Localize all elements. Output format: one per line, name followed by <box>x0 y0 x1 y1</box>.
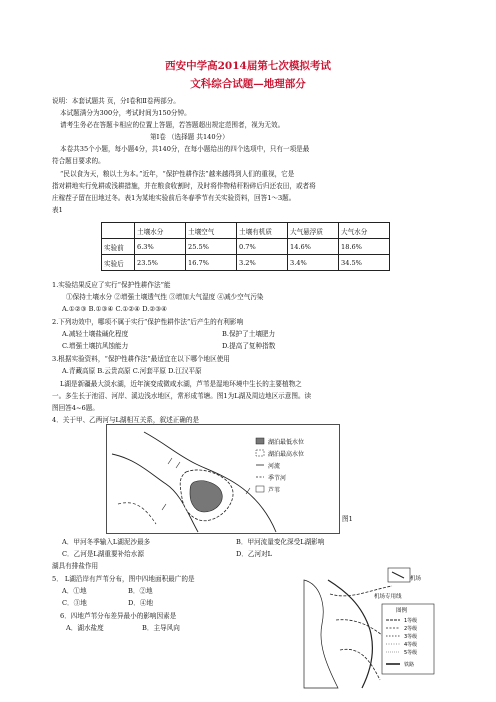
passage2-line-1: L湖是新疆最大淡水湖，近年演变成微咸水湖，芦苇是湿地环境中生长的主要植物之 <box>60 380 302 388</box>
q3-stem: 3.根据实验资料，“保护性耕作法”最适宜在以下哪个地区使用 <box>52 355 230 363</box>
table-cell: 0.7% <box>237 239 288 255</box>
airport-line-label: 机场专用线 <box>374 594 402 600</box>
legend-title: 图例 <box>396 608 408 614</box>
table-cell: 34.5% <box>339 255 390 271</box>
passage1-line-1: “民以食为天，粮以土为本。”近年，“保护性耕作法”越来越得到人们的重视，它是 <box>60 170 295 178</box>
table-row <box>102 239 390 255</box>
intro-line-5: 符合题目要求的。 <box>52 157 105 165</box>
table-cell: 3.2% <box>237 255 288 271</box>
q4-stem: 4．关于甲、乙两河与L湖相互关系，叙述正确的是 <box>52 416 200 424</box>
q3-options: A.青藏高原 B.云贵高原 C.河套平原 D.江汉平原 <box>62 367 202 375</box>
intro-line-2: 本试题满分为300分，考试时间为150分钟。 <box>60 109 191 117</box>
q5-option-d: D．④地 <box>128 599 154 607</box>
table-cell: 23.5% <box>135 255 186 271</box>
table-cell: 大气悬浮质 <box>288 223 339 239</box>
q4-option-d: D．乙河对L <box>236 550 273 558</box>
legend-text: 铁路 <box>404 662 415 668</box>
legend-label-high: 湖泊最高水位 <box>268 451 305 458</box>
table-cell: 土壤水分 <box>135 223 186 239</box>
q6-option-b: B．主导风向 <box>142 624 180 632</box>
legend-text: 3等级 <box>404 634 418 640</box>
table-cell: 16.7% <box>186 255 237 271</box>
table-cell: 18.6% <box>339 239 390 255</box>
q1-stem: 1.实验结果反应了实行“保护性耕作法”能 <box>52 281 171 289</box>
exam-title: 西安中学高2014届第七次模拟考试 <box>165 60 331 72</box>
q5-stem: 5． L湖沿岸有芦苇分布，图中四地面积最广的是 <box>52 575 195 583</box>
legend-label-seasonal: 季节河 <box>268 475 287 482</box>
legend-text: 2等级 <box>404 626 418 632</box>
q4-option-b: B．甲河流量变化深受L湖影响 <box>236 538 325 546</box>
q5-option-b: B．②地 <box>128 587 153 595</box>
exam-subtitle: 文科综合试题—地理部分 <box>190 78 306 90</box>
table-cell: 实验后 <box>102 255 135 271</box>
q2-option-b: B.保护了土壤肥力 <box>222 330 276 338</box>
intro-line-4: 本卷共35个小题，每小题4分，共140分，在每小题给出的四个选项中，只有一项是最 <box>60 145 310 153</box>
q2-option-d: D.提高了复种指数 <box>222 342 276 350</box>
airport-label: 机场 <box>410 576 422 582</box>
passage1-line-2: 指对耕地实行免耕或浅耕措施，并在粮食收割时，及时将作物秸秆粉碎后归还农田，或者将 <box>52 182 316 190</box>
q4-option-d-continued: 湖具有排盐作用 <box>52 562 99 570</box>
q1-items: ①保持土壤水分 ②增强土壤透气性 ③增加大气湿度 ④减少空气污染 <box>66 293 264 301</box>
passage2-line-3: 图回答4~6题。 <box>52 404 99 412</box>
legend-label-low: 湖泊最低水位 <box>268 439 305 446</box>
legend-swatch-high <box>256 450 264 456</box>
legend-label-river: 河流 <box>268 463 281 470</box>
table-cell: 土壤有机质 <box>237 223 288 239</box>
part1-heading: 第Ⅰ卷 （选择题 共140分） <box>150 133 229 141</box>
legend-text: 5等级 <box>404 650 418 656</box>
q6-stem: 6．四地芦苇分布差异最小的影响因素是 <box>60 612 177 620</box>
q4-option-a: A．甲河冬季输入L湖泥沙最多 <box>62 538 151 546</box>
q2-stem: 2.下列功效中，哪项不属于实行“保护性耕作法”后产生的有利影响 <box>52 318 244 326</box>
intro-line-1: 说明：本套试题共 页，分Ⅰ卷和Ⅱ卷两部分。 <box>52 97 180 105</box>
table-cell: 25.5% <box>186 239 237 255</box>
coastline <box>304 580 338 688</box>
q4-option-c: C．乙河是L湖重要补给水源 <box>62 550 144 558</box>
data-table <box>101 222 390 271</box>
table-cell <box>102 223 135 239</box>
table-label: 表1 <box>52 206 63 214</box>
legend-label-reed: 芦苇 <box>268 487 281 494</box>
table-cell: 土壤空气 <box>186 223 237 239</box>
table-cell: 实验前 <box>102 239 135 255</box>
table-header-row <box>102 223 390 239</box>
transport-map-figure <box>300 560 436 694</box>
railway-line <box>328 580 372 688</box>
table-cell: 3.4% <box>288 255 339 271</box>
q2-option-a: A.减轻土壤盐碱化程度 <box>62 330 129 338</box>
table-cell: 大气水分 <box>339 223 390 239</box>
q1-options: A.①②③ B.①③④ C.①②④ D.②③④ <box>62 305 168 313</box>
lake-map-figure <box>106 424 340 534</box>
q6-option-a: A．湖水盐度 <box>66 624 104 632</box>
q5-option-c: C．③地 <box>62 599 87 607</box>
table-cell: 14.6% <box>288 239 339 255</box>
legend-text: 1等级 <box>404 618 418 624</box>
passage1-line-3: 庄稼茬子留在田地过冬。表1为某地实验前后冬春季节有关实验资料，回答1～3题。 <box>52 194 296 202</box>
table-row <box>102 255 390 271</box>
q5-option-a: A．①地 <box>62 587 87 595</box>
q2-option-c: C.增强土壤抗风蚀能力 <box>62 342 129 350</box>
passage2-line-2: 一。多生长于池沼、河岸、溪边浅水地区，常形成苇塘。图1为L湖及周边地区示意图。读 <box>52 392 312 400</box>
intro-line-3: 请考生务必在答题卡相应的位置上答题，若答题超出规定范围者，视为无效。 <box>60 121 285 129</box>
legend-text: 4等级 <box>404 642 418 648</box>
table-cell: 6.3% <box>135 239 186 255</box>
legend-swatch-low <box>256 438 264 444</box>
legend-swatch-reed <box>256 486 264 492</box>
figure1-caption: 图1 <box>342 515 353 523</box>
